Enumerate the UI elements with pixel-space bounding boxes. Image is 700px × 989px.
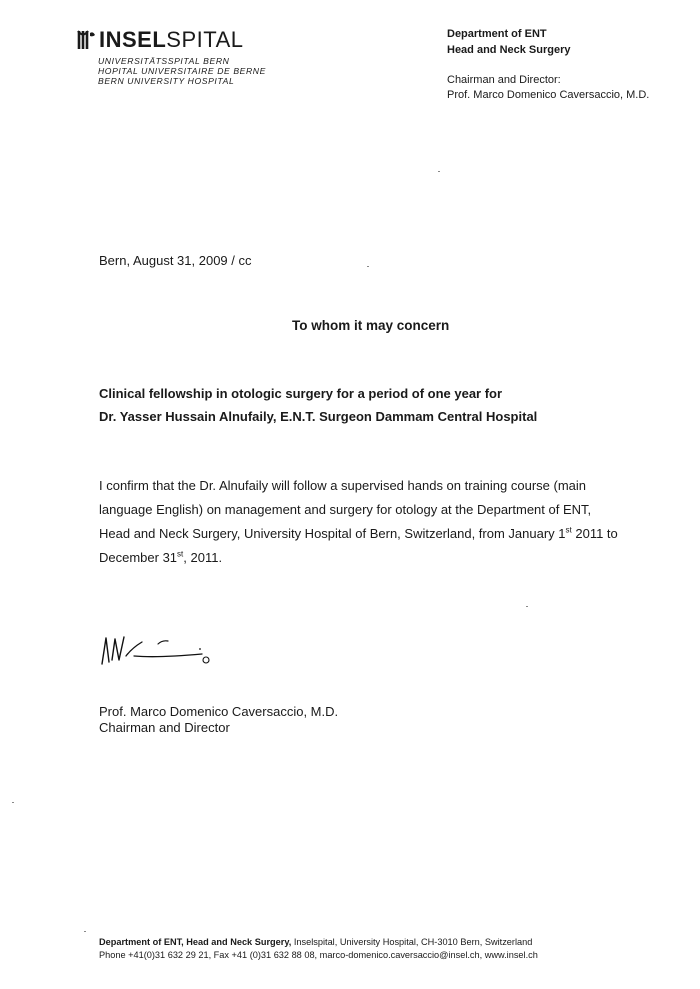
chairman-name: Prof. Marco Domenico Caversaccio, M.D.: [447, 89, 650, 101]
logo-wordmark: [99, 27, 243, 53]
logo-wordmark-light: SPITAL: [166, 27, 244, 52]
logo-wordmark-bold: INSEL: [99, 27, 167, 52]
body-sup-1: st: [565, 525, 572, 535]
scan-speck: [367, 266, 369, 267]
body-text-1: I confirm that the Dr. Alnufaily will follow a supervised hands on training course (main language English) on management and surgery for otology at the Department of ENT, Head and Neck Surgery, University Hospital of Bern, Switzerland, from January 1: [99, 478, 592, 541]
body-sup-2: st: [177, 549, 184, 559]
department-subname: Head and Neck Surgery: [447, 44, 571, 56]
chairman-role: Chairman and Director:: [447, 74, 561, 86]
footer-contact: Phone +41(0)31 632 29 21, Fax +41 (0)31 632 88 08, marco-domenico.caversaccio@insel.ch, www.insel.ch: [99, 950, 538, 960]
subject-line-2: Dr. Yasser Hussain Alnufaily, E.N.T. Surgeon Dammam Central Hospital: [99, 409, 538, 424]
subject-line-1: Clinical fellowship in otologic surgery for a period of one year for: [99, 386, 503, 401]
handwritten-signature: [98, 630, 228, 670]
scan-speck: [526, 606, 528, 607]
department-name: Department of ENT: [447, 28, 547, 40]
inselspital-logo-mark-icon: [77, 29, 97, 51]
body-text-2: 2011 to December 31: [99, 526, 618, 565]
salutation: To whom it may concern: [292, 318, 450, 333]
logo-subtitle-en: BERN UNIVERSITY HOSPITAL: [98, 76, 235, 86]
body-text-3: , 2011.: [183, 550, 223, 565]
footer-address: [99, 937, 532, 947]
footer-department: Department of ENT, Head and Neck Surgery,: [99, 937, 292, 947]
logo-subtitle-fr: HOPITAL UNIVERSITAIRE DE BERNE: [98, 66, 266, 76]
footer-address-rest: Inselspital, University Hospital, CH-3010 Bern, Switzerland: [291, 937, 533, 947]
logo-subtitle-de: UNIVERSITÄTSSPITAL BERN: [98, 56, 230, 66]
date-line: Bern, August 31, 2009 / cc: [99, 253, 252, 268]
signatory-name: Prof. Marco Domenico Caversaccio, M.D.: [99, 704, 339, 719]
scan-speck: [12, 802, 14, 803]
body-paragraph: [99, 474, 624, 570]
scan-speck: [438, 171, 440, 172]
signatory-title: Chairman and Director: [99, 720, 230, 735]
scan-speck: [84, 931, 86, 932]
